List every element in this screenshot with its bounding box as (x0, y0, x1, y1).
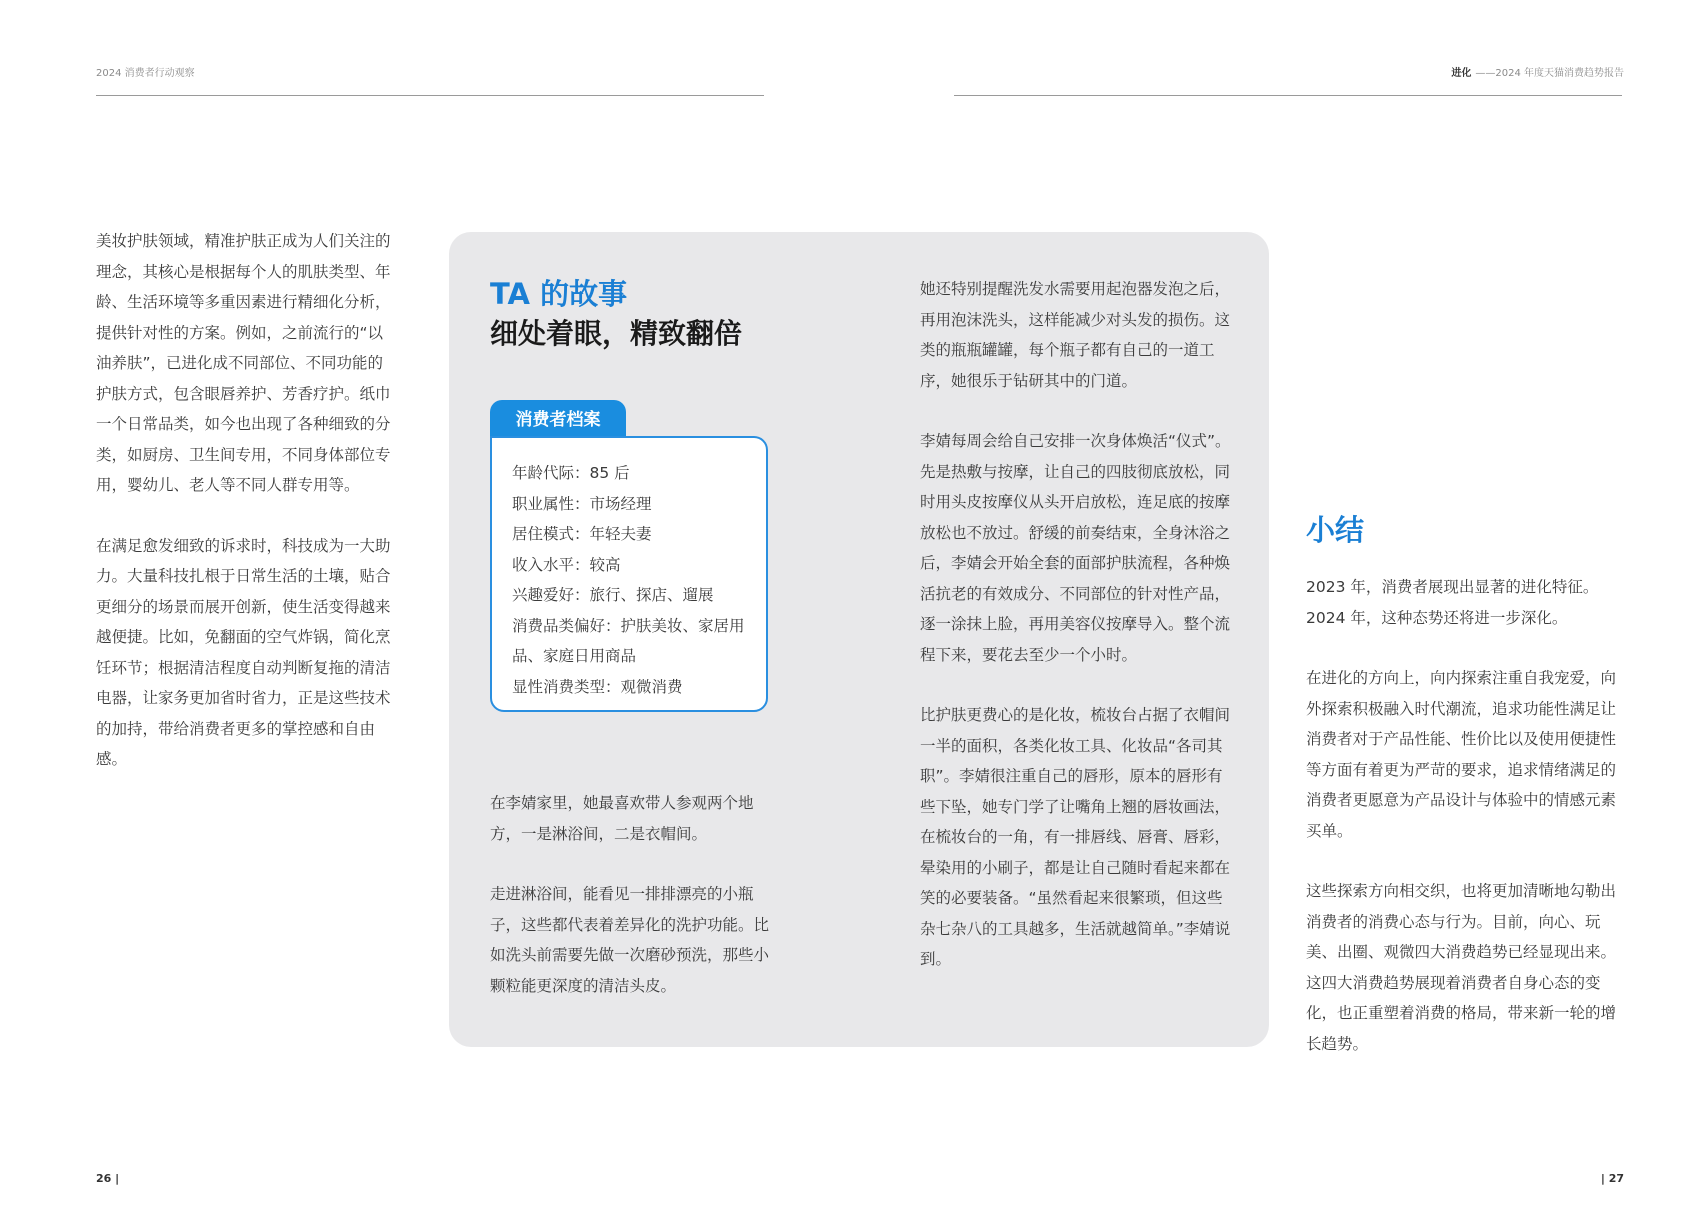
running-header-rest: ——2024 年度天猫消费趋势报告 (1475, 68, 1624, 79)
header-rule-right (954, 95, 1622, 96)
story-right-paragraph-1: 她还特别提醒洗发水需要用起泡器发泡之后，再用泡沫洗头，这样能减少对头发的损伤。这类的瓶瓶罐罐，每个瓶子都有自己的一道工序，她很乐于钻研其中的门道。 (920, 280, 1231, 390)
summary-column (1306, 572, 1624, 1089)
profile-row-hobby: 兴趣爱好：旅行、探店、遛展 (512, 586, 714, 604)
summary-paragraph-1: 2023 年，消费者展现出显著的进化特征。2024 年，这种态势还将进一步深化。 (1306, 578, 1599, 627)
story-title: 细处着眼，精致翻倍 (490, 317, 743, 350)
story-right-paragraph-2: 李婧每周会给自己安排一次身体焕活“仪式”。先是热敷与按摩，让自己的四肢彻底放松，同时用头皮按摩仪从头开启放松，连足底的按摩放松也不放过。舒缓的前奏结束，全身沐浴之后，李婧会开始全套的面部护肤流程，各种焕活抗老的有效成分、不同部位的针对性产品，逐一涂抹上脸，再用美容仪按摩导入。整个流程下来，要花去至少一个小时。 (920, 432, 1231, 664)
profile-tab: 消费者档案 (490, 400, 626, 440)
running-header-left: 2024 消费者行动观察 (96, 68, 195, 79)
profile-row-category: 消费品类偏好：护肤美妆、家居用品、家庭日用商品 (512, 616, 745, 665)
left-paragraph-2: 在满足愈发细致的诉求时，科技成为一大助力。大量科技扎根于日常生活的土壤，贴合更细分的场景而展开创新，使生活变得越来越便捷。比如，免翻面的空气炸锅，简化烹饪环节；根据清洁程度自动判断复拖的清洁电器，让家务更加省时省力，正是这些技术的加持，带给消费者更多的掌控感和自由感。 (96, 536, 391, 768)
profile-card (490, 436, 768, 712)
summary-title: 小结 (1306, 513, 1365, 547)
profile-row-job: 职业属性：市场经理 (512, 494, 652, 513)
story-tag: TA 的故事 (490, 277, 628, 311)
running-header-right (1451, 64, 1624, 79)
left-paragraph-1: 美妆护肤领域，精准护肤正成为人们关注的理念，其核心是根据每个人的肌肤类型、年龄、生活环境等多重因素进行精细化分析，提供针对性的方案。例如，之前流行的“以油养肤”，已进化成不同部位、不同功能的护肤方式，包含眼唇养护、芳香疗护。纸巾一个日常品类，如今也出现了各种细致的分类，如厨房、卫生间专用，不同身体部位专用，婴幼儿、老人等不同人群专用等。 (96, 232, 391, 494)
summary-paragraph-3: 这些探索方向相交织，也将更加清晰地勾勒出消费者的消费心态与行为。目前，向心、玩美、出圈、观微四大消费趋势已经显现出来。这四大消费趋势展现着消费者自身心态的变化，也正重塑着消费的格局，带来新一轮的增长趋势。 (1306, 882, 1617, 1053)
story-mid-paragraph-1: 在李婧家里，她最喜欢带人参观两个地方，一是淋浴间，二是衣帽间。 (490, 794, 754, 843)
story-right-paragraph-3: 比护肤更费心的是化妆，梳妆台占据了衣帽间一半的面积，各类化妆工具、化妆品“各司其职”。李婧很注重自己的唇形，原本的唇形有些下坠，她专门学了让嘴角上翘的唇妆画法，在梳妆台的一角，有一排唇线、唇膏、唇彩，晕染用的小刷子，都是让自己随时看起来都在笑的必要装备。“虽然看起来很繁琐，但这些杂七杂八的工具越多，生活就越简单。”李婧说到。 (920, 706, 1231, 968)
story-right-column (920, 274, 1238, 1005)
profile-row-living: 居住模式：年轻夫妻 (512, 525, 652, 543)
header-rule-left (96, 95, 764, 96)
running-header-bold: 进化 (1451, 68, 1472, 79)
page-number-right: | 27 (1600, 1172, 1624, 1185)
story-mid-column (490, 788, 780, 1031)
story-mid-paragraph-2: 走进淋浴间，能看见一排排漂亮的小瓶子，这些都代表着差异化的洗护功能。比如洗头前需要先做一次磨砂预洗，那些小颗粒能更深度的清洁头皮。 (490, 885, 770, 995)
page-number-left: 26 | (96, 1172, 120, 1185)
summary-paragraph-2: 在进化的方向上，向内探索注重自我宠爱，向外探索积极融入时代潮流，追求功能性满足让消费者对于产品性能、性价比以及使用便捷性等方面有着更为严苛的要求，追求情绪满足的消费者更愿意为产品设计与体验中的情感元素买单。 (1306, 669, 1617, 840)
profile-row-income: 收入水平：较高 (512, 555, 621, 574)
profile-row-age: 年龄代际：85 后 (512, 464, 630, 482)
left-column (96, 226, 396, 805)
profile-row-type: 显性消费类型：观微消费 (512, 677, 683, 696)
